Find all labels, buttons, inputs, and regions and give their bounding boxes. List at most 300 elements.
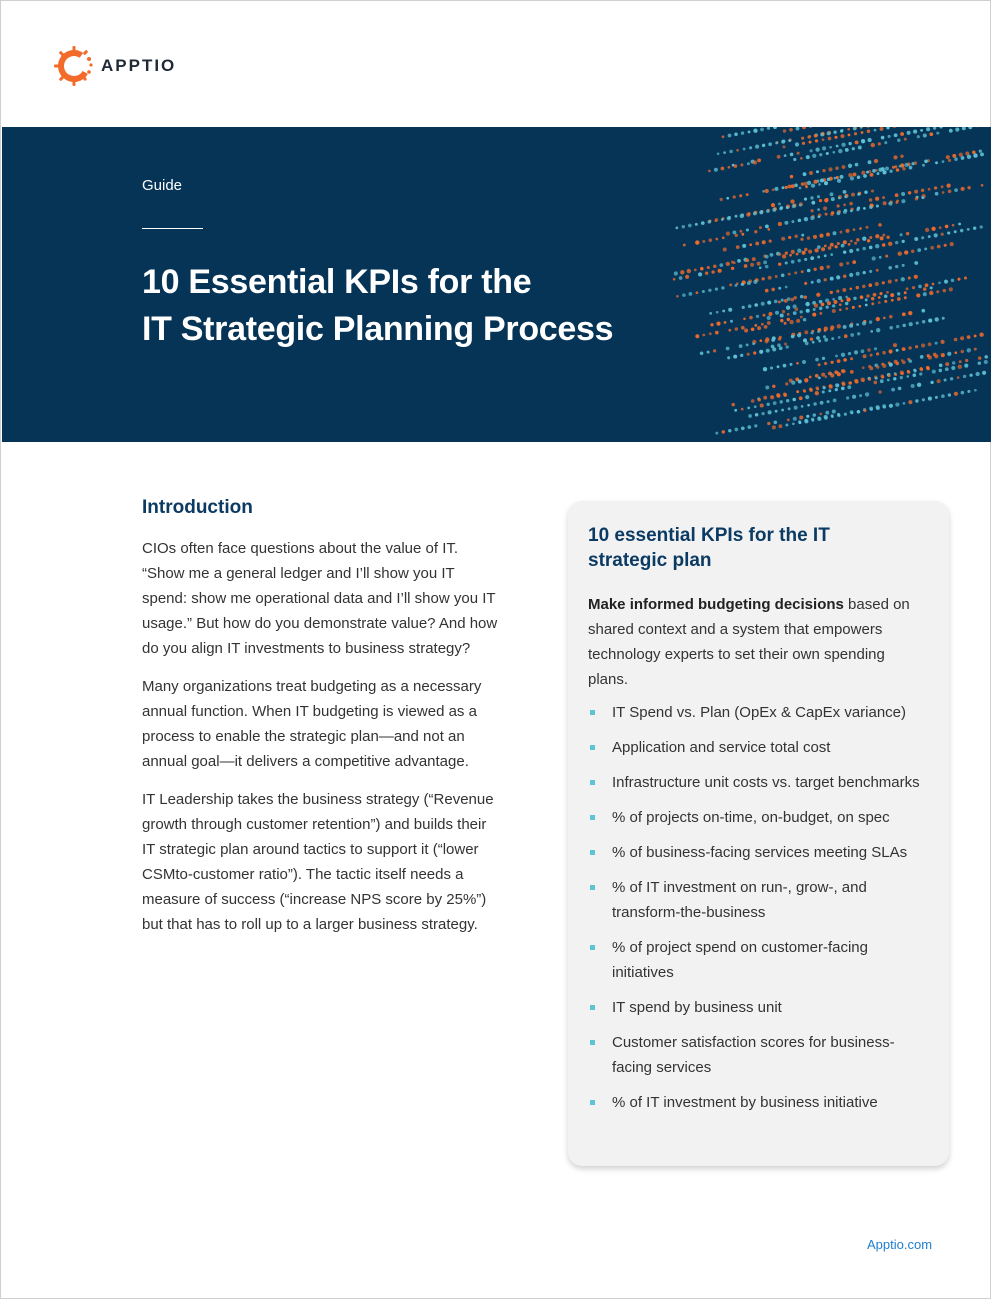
decorative-dot [944,244,947,247]
decorative-dot [950,242,954,246]
decorative-dot [813,180,817,184]
decorative-dot [682,293,686,297]
decorative-dot [679,276,683,280]
decorative-dot [951,279,955,283]
decorative-dot [807,404,810,407]
decorative-dot [843,190,847,194]
decorative-dot [850,209,853,212]
decorative-dot [912,286,915,289]
decorative-dot [865,226,868,229]
decorative-dot [935,342,938,345]
decorative-dot [707,351,710,354]
decorative-dot [845,229,849,233]
decorative-dot [808,250,812,254]
decorative-dot [800,157,803,160]
decorative-dot [851,193,855,197]
decorative-dot [734,284,737,287]
decorative-dot [727,356,730,359]
decorative-dot [928,235,931,238]
decorative-dot [824,362,827,365]
decorative-dot [841,299,844,302]
decorative-dot [920,129,923,132]
decorative-dot [869,270,872,273]
decorative-dot [980,225,983,228]
decorative-dot [789,320,793,324]
decorative-dot [764,325,768,329]
decorative-dot [814,134,818,138]
decorative-dot [778,262,781,265]
decorative-dot [739,344,743,348]
decorative-dot [765,189,769,193]
decorative-dot [741,131,744,134]
decorative-dot [855,140,859,144]
decorative-dot [900,233,903,236]
decorative-dot [762,277,765,280]
decorative-dot [849,273,853,277]
decorative-dot [804,248,808,252]
decorative-dot [874,347,877,350]
decorative-dot [801,234,804,237]
decorative-dot [836,211,840,215]
intro-paragraph-2: Many organizations treat budgeting as a necessary annual function. When IT budgeting is viewed as a process to enable the strategic plan—and not an annual goal—it delivers a competitive advantage. [142,678,482,770]
decorative-dot [882,170,886,174]
decorative-dot [715,432,718,435]
decorative-dot [935,317,939,321]
decorative-dot [802,251,806,255]
decorative-dot [841,387,845,391]
decorative-dot [930,286,933,289]
decorative-dot [893,155,897,159]
decorative-dot [772,188,775,191]
kpi-item-text: Application and service total cost [612,739,831,756]
decorative-dot [908,346,911,349]
decorative-dot [777,365,780,368]
decorative-dot [734,133,738,137]
decorative-dot [822,146,826,150]
decorative-dot [970,374,973,377]
decorative-dot [862,237,866,241]
decorative-dot [824,278,827,281]
decorative-dot [911,162,914,165]
decorative-dot [925,228,929,232]
decorative-dot [961,350,964,353]
decorative-dot [765,265,769,269]
decorative-dot [770,253,774,257]
decorative-dot [812,313,816,317]
decorative-dot [974,389,977,392]
decorative-dot [895,201,898,204]
decorative-dot [810,256,814,260]
decorative-dot [874,381,878,385]
decorative-dot [941,185,944,188]
decorative-dot [888,266,892,270]
decorative-dot [767,316,771,320]
decorative-dot [935,396,938,399]
decorative-dot [787,419,790,422]
bullet-icon [590,745,595,750]
decorative-dot [767,422,770,425]
decorative-dot [828,246,832,250]
decorative-dot [688,292,692,296]
decorative-dot [784,221,788,225]
decorative-dot [815,147,819,151]
decorative-dot [843,240,847,244]
hero-banner [2,127,991,442]
bullet-icon [590,815,595,820]
decorative-dot [942,160,945,163]
decorative-dot [756,315,759,318]
decorative-dot [700,352,704,356]
decorative-dot [840,175,844,179]
decorative-dot [839,308,842,311]
decorative-dot [841,244,845,248]
decorative-dot [958,365,962,369]
decorative-dot [876,365,879,368]
decorative-dot [775,410,778,413]
decorative-dot [826,152,829,155]
decorative-dot [822,357,825,360]
decorative-dot [805,302,809,306]
decorative-dot [984,360,988,364]
decorative-dot [708,220,711,223]
decorative-dot [778,253,781,256]
decorative-dot [801,405,804,408]
decorative-dot [843,274,846,277]
kpi-item-text: IT spend by business unit [612,999,782,1016]
decorative-dot [901,277,905,281]
decorative-dot [813,402,817,406]
decorative-dot [780,319,783,322]
decorative-dot [850,333,854,337]
decorative-dot [850,176,854,180]
decorative-dot [932,370,936,374]
decorative-dot [722,236,725,239]
decorative-dot [915,399,918,402]
decorative-dot [870,408,873,411]
decorative-dot [908,277,911,280]
decorative-dot [742,244,746,248]
decorative-dot [934,354,938,358]
decorative-dot [862,379,865,382]
decorative-dot [803,318,806,321]
kpi-item-text: % of business-facing services meeting SLAs [612,844,908,861]
decorative-dot [902,240,905,243]
decorative-dot [868,160,872,164]
decorative-dot [747,162,750,165]
decorative-dot [806,155,810,159]
decorative-dot [753,129,757,133]
decorative-dot [727,216,731,220]
decorative-dot [728,134,732,138]
decorative-dot [840,134,844,138]
decorative-dot [820,266,824,270]
decorative-dot [824,416,828,420]
decorative-dot [952,154,956,158]
decorative-dot [861,131,864,134]
decorative-dot [889,315,892,318]
decorative-dot [936,290,939,293]
apptio-website-link[interactable]: Apptio.com [867,1237,933,1252]
decorative-dot [804,330,808,334]
decorative-dot [739,230,742,233]
decorative-dot [865,392,869,396]
decorative-dot [835,166,839,170]
decorative-dot [811,183,815,187]
decorative-dot [816,293,820,297]
decorative-dot [755,145,759,149]
decorative-dot [722,135,725,138]
decorative-dot [929,132,933,136]
decorative-dot [941,340,945,344]
decorative-dot [791,250,795,254]
decorative-dot [782,186,785,189]
decorative-dot [720,198,723,201]
decorative-dot [811,281,814,284]
decorative-dot [907,131,911,135]
decorative-dot [837,179,841,183]
decorative-dot [893,377,896,380]
decorative-dot [882,281,885,284]
decorative-dot [746,259,750,263]
decorative-dot [948,393,951,396]
decorative-dot [741,283,744,286]
decorative-dot [722,430,725,433]
decorative-dot [775,187,779,191]
decorative-dot [779,346,783,350]
decorative-dot [902,167,905,170]
decorative-dot [923,287,927,291]
decorative-dot [883,317,886,320]
title-line-1: 10 Essential KPIs for the [142,263,532,301]
decorative-dot [825,213,828,216]
decorative-dot [902,312,906,316]
decorative-dot [770,366,773,369]
apptio-logo[interactable] [53,45,176,87]
decorative-dot [921,343,925,347]
decorative-dot [882,351,886,355]
decorative-dot [829,146,832,149]
decorative-dot [856,272,860,276]
decorative-dot [891,299,894,302]
decorative-dot [694,269,697,272]
decorative-dot [813,235,817,239]
decorative-dot [848,243,851,246]
decorative-dot [695,334,699,338]
decorative-dot [843,204,846,207]
decorative-dot [979,149,982,152]
decorative-dot [844,195,847,198]
bullet-icon [590,1005,595,1010]
decorative-dot [845,148,849,152]
decorative-dot [925,283,929,287]
decorative-dot [811,201,815,205]
decorative-dot [676,295,679,298]
decorative-dot [957,376,960,379]
decorative-dot [913,373,917,377]
decorative-dot [818,215,821,218]
decorative-dot [785,382,788,385]
decorative-dot [841,143,845,147]
decorative-dot [754,324,757,327]
decorative-dot [853,297,856,300]
decorative-dot [922,398,925,401]
decorative-dot [792,422,795,425]
decorative-dot [901,372,904,375]
introduction-heading: Introduction [142,497,253,518]
decorative-dot [798,219,802,223]
decorative-dot [946,155,950,159]
decorative-dot [809,376,812,379]
bullet-icon [590,850,595,855]
decorative-dot [713,265,717,269]
decorative-dot [799,204,802,207]
decorative-dot [919,372,922,375]
decorative-dot [852,395,856,399]
decorative-dot [741,426,745,430]
decorative-dot [804,258,807,261]
decorative-dot [788,407,791,410]
decorative-dot [850,412,853,415]
decorative-dot [779,400,782,403]
kpi-heading-line-2: strategic plan [588,550,712,571]
decorative-dot [844,334,848,338]
decorative-dot [858,305,861,308]
decorative-dot [834,245,837,248]
decorative-dot [726,197,729,200]
decorative-dot [849,202,853,206]
decorative-dot [881,375,884,378]
decorative-dot [754,303,758,307]
decorative-dot [781,140,785,144]
decorative-dot [878,142,881,145]
decorative-dot [871,189,874,192]
decorative-dot [789,128,793,132]
decorative-dot [866,171,869,174]
decorative-dot [888,374,891,377]
decorative-dot [875,234,879,238]
decorative-dot [888,202,892,206]
decorative-dot [748,304,752,308]
title-line-2: IT Strategic Planning Process [142,310,614,348]
decorative-dot [793,417,797,421]
decorative-dot [800,316,803,319]
decorative-dot [917,248,921,252]
decorative-dot [768,276,772,280]
decorative-dot [831,197,835,201]
decorative-dot [751,327,755,331]
decorative-dot [798,380,802,384]
decorative-dot [885,167,889,171]
decorative-dot [802,360,806,364]
decorative-dot [954,351,957,354]
decorative-dot [760,128,764,132]
decorative-dot [757,262,761,266]
decorative-dot [965,359,968,362]
decorative-dot [804,282,807,285]
decorative-dot [821,303,825,307]
decorative-dot [797,249,801,253]
decorative-dot [824,338,828,342]
decorative-dot [938,281,941,284]
decorative-dot [777,155,781,159]
decorative-dot [793,311,797,315]
decorative-dot [937,379,941,383]
decorative-dot [696,291,699,294]
decorative-dot [721,286,724,289]
decorative-dot [820,401,824,405]
decorative-dot [896,349,899,352]
decorative-dot [866,127,870,128]
decorative-dot [798,421,801,424]
decorative-dot [872,256,876,260]
decorative-dot [759,339,762,342]
decorative-dot [889,326,893,330]
decorative-dot [804,217,808,221]
decorative-dot [731,403,735,407]
decorative-dot [816,336,820,340]
decorative-dot [895,265,898,268]
decorative-dot [886,291,889,294]
decorative-dot [886,235,889,238]
decorative-dot [843,210,847,214]
decorative-dot [933,127,936,130]
decorative-dot [775,311,779,315]
decorative-dot [783,393,787,397]
decorative-dot [889,363,893,367]
decorative-dot [828,137,832,141]
decorative-dot [886,127,889,129]
decorative-dot [959,360,962,363]
decorative-dot [768,142,772,146]
decorative-dot [943,289,947,293]
decorative-dot [958,223,961,226]
decorative-dot [869,246,873,250]
decorative-dot [765,386,769,390]
decorative-dot [796,127,800,130]
decorative-dot [954,230,957,233]
decorative-dot [863,354,867,358]
decorative-dot [954,338,958,342]
decorative-dot [924,159,928,163]
decorative-dot [728,329,731,332]
decorative-dot [891,388,895,392]
decorative-dot [882,234,885,237]
decorative-dot [823,335,826,338]
decorative-dot [761,302,765,306]
decorative-dot [862,366,865,369]
decorative-dot [832,298,835,301]
decorative-dot [741,233,744,236]
decorative-dot [849,249,853,253]
decorative-dot [846,262,849,265]
decorative-dot [924,247,927,250]
decorative-dot [906,232,910,236]
decorative-dot [805,395,809,399]
decorative-dot [857,410,861,414]
decorative-dot [740,354,743,357]
decorative-dot [896,168,900,172]
decorative-dot [771,288,775,292]
decorative-dot [811,331,814,334]
decorative-dot [778,301,781,304]
decorative-dot [785,186,788,189]
decorative-dot [832,309,836,313]
decorative-dot [736,245,740,249]
decorative-dot [773,420,777,424]
decorative-dot [806,309,810,313]
decorative-dot [904,291,907,294]
decorative-dot [721,218,724,221]
